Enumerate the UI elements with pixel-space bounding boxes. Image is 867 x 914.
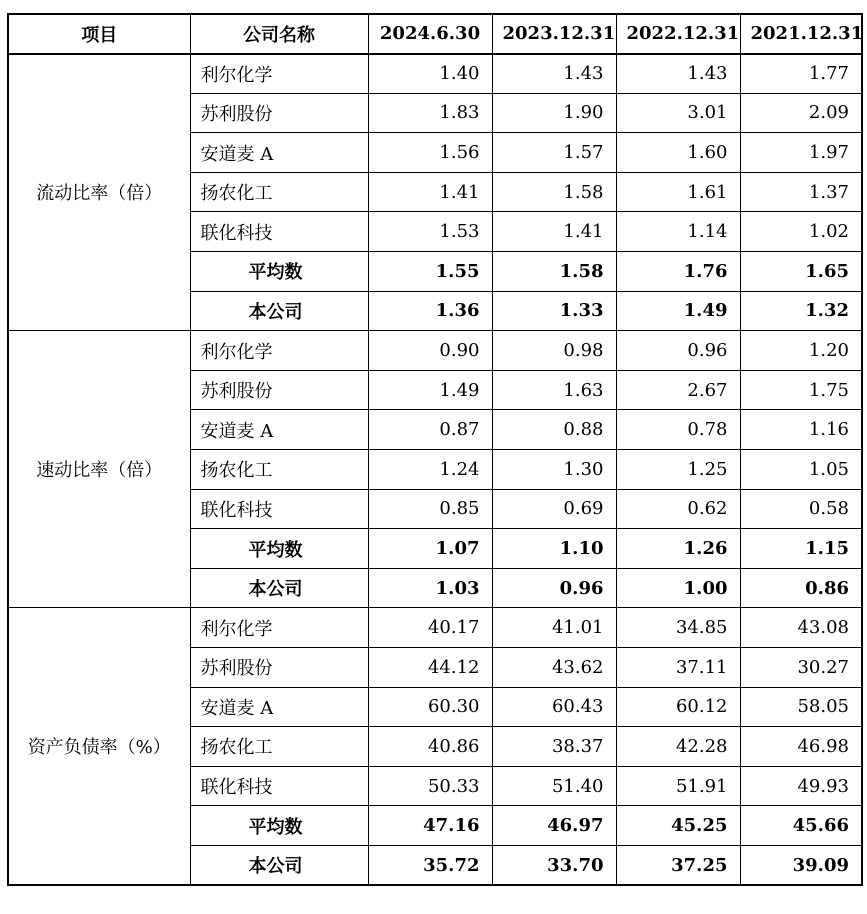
header-company-name: 公司名称 xyxy=(190,14,368,54)
header-date: 2022.12.31 xyxy=(616,14,740,54)
company-name: 安道麦 A xyxy=(190,133,368,173)
category-label: 流动比率（倍） xyxy=(8,54,190,331)
company-name: 利尔化学 xyxy=(190,608,368,648)
company-name: 利尔化学 xyxy=(190,331,368,371)
value-cell: 1.77 xyxy=(740,54,862,94)
value-cell: 1.15 xyxy=(740,529,862,569)
company-name: 扬农化工 xyxy=(190,450,368,490)
value-cell: 50.33 xyxy=(368,766,492,806)
value-cell: 38.37 xyxy=(492,727,616,767)
value-cell: 1.57 xyxy=(492,133,616,173)
value-cell: 0.78 xyxy=(616,410,740,450)
comparison-table xyxy=(7,13,863,886)
value-cell: 51.91 xyxy=(616,766,740,806)
value-cell: 1.56 xyxy=(368,133,492,173)
own-company-label: 本公司 xyxy=(190,291,368,331)
header-date: 2021.12.31 xyxy=(740,14,862,54)
company-name: 苏利股份 xyxy=(190,93,368,133)
value-cell: 1.33 xyxy=(492,291,616,331)
value-cell: 60.30 xyxy=(368,687,492,727)
value-cell: 0.62 xyxy=(616,489,740,529)
category-label: 速动比率（倍） xyxy=(8,331,190,608)
value-cell: 1.07 xyxy=(368,529,492,569)
value-cell: 1.41 xyxy=(492,212,616,252)
company-name: 联化科技 xyxy=(190,489,368,529)
value-cell: 1.25 xyxy=(616,450,740,490)
value-cell: 35.72 xyxy=(368,845,492,885)
value-cell: 49.93 xyxy=(740,766,862,806)
value-cell: 1.53 xyxy=(368,212,492,252)
value-cell: 58.05 xyxy=(740,687,862,727)
table-container xyxy=(7,13,863,886)
value-cell: 45.66 xyxy=(740,806,862,846)
company-name: 安道麦 A xyxy=(190,687,368,727)
value-cell: 42.28 xyxy=(616,727,740,767)
value-cell: 2.67 xyxy=(616,370,740,410)
value-cell: 0.90 xyxy=(368,331,492,371)
value-cell: 1.61 xyxy=(616,172,740,212)
value-cell: 46.98 xyxy=(740,727,862,767)
header-row xyxy=(8,14,862,54)
value-cell: 1.43 xyxy=(616,54,740,94)
value-cell: 41.01 xyxy=(492,608,616,648)
table-row xyxy=(8,608,862,648)
table-row xyxy=(8,54,862,94)
value-cell: 0.69 xyxy=(492,489,616,529)
value-cell: 1.83 xyxy=(368,93,492,133)
value-cell: 1.00 xyxy=(616,568,740,608)
category-label: 资产负债率（%） xyxy=(8,608,190,885)
value-cell: 60.12 xyxy=(616,687,740,727)
value-cell: 1.49 xyxy=(368,370,492,410)
value-cell: 3.01 xyxy=(616,93,740,133)
company-name: 扬农化工 xyxy=(190,727,368,767)
own-company-label: 本公司 xyxy=(190,845,368,885)
header-item: 项目 xyxy=(8,14,190,54)
value-cell: 1.10 xyxy=(492,529,616,569)
value-cell: 30.27 xyxy=(740,648,862,688)
value-cell: 43.62 xyxy=(492,648,616,688)
company-name: 苏利股份 xyxy=(190,648,368,688)
value-cell: 1.02 xyxy=(740,212,862,252)
value-cell: 1.58 xyxy=(492,252,616,292)
value-cell: 44.12 xyxy=(368,648,492,688)
value-cell: 1.75 xyxy=(740,370,862,410)
value-cell: 0.96 xyxy=(492,568,616,608)
value-cell: 0.86 xyxy=(740,568,862,608)
value-cell: 1.90 xyxy=(492,93,616,133)
table-body xyxy=(8,54,862,885)
value-cell: 1.43 xyxy=(492,54,616,94)
value-cell: 1.76 xyxy=(616,252,740,292)
value-cell: 40.86 xyxy=(368,727,492,767)
value-cell: 2.09 xyxy=(740,93,862,133)
value-cell: 1.63 xyxy=(492,370,616,410)
value-cell: 1.16 xyxy=(740,410,862,450)
value-cell: 1.41 xyxy=(368,172,492,212)
value-cell: 1.32 xyxy=(740,291,862,331)
value-cell: 1.65 xyxy=(740,252,862,292)
value-cell: 0.88 xyxy=(492,410,616,450)
average-label: 平均数 xyxy=(190,252,368,292)
company-name: 利尔化学 xyxy=(190,54,368,94)
value-cell: 1.60 xyxy=(616,133,740,173)
header-date: 2023.12.31 xyxy=(492,14,616,54)
value-cell: 1.58 xyxy=(492,172,616,212)
value-cell: 34.85 xyxy=(616,608,740,648)
value-cell: 47.16 xyxy=(368,806,492,846)
average-label: 平均数 xyxy=(190,806,368,846)
value-cell: 1.40 xyxy=(368,54,492,94)
value-cell: 0.85 xyxy=(368,489,492,529)
value-cell: 0.96 xyxy=(616,331,740,371)
value-cell: 1.49 xyxy=(616,291,740,331)
value-cell: 1.05 xyxy=(740,450,862,490)
value-cell: 1.03 xyxy=(368,568,492,608)
value-cell: 1.36 xyxy=(368,291,492,331)
value-cell: 0.58 xyxy=(740,489,862,529)
value-cell: 39.09 xyxy=(740,845,862,885)
value-cell: 37.25 xyxy=(616,845,740,885)
value-cell: 33.70 xyxy=(492,845,616,885)
company-name: 扬农化工 xyxy=(190,172,368,212)
company-name: 苏利股份 xyxy=(190,370,368,410)
value-cell: 51.40 xyxy=(492,766,616,806)
value-cell: 1.55 xyxy=(368,252,492,292)
value-cell: 37.11 xyxy=(616,648,740,688)
own-company-label: 本公司 xyxy=(190,568,368,608)
header-date: 2024.6.30 xyxy=(368,14,492,54)
value-cell: 1.30 xyxy=(492,450,616,490)
value-cell: 40.17 xyxy=(368,608,492,648)
value-cell: 1.14 xyxy=(616,212,740,252)
company-name: 安道麦 A xyxy=(190,410,368,450)
value-cell: 45.25 xyxy=(616,806,740,846)
value-cell: 0.98 xyxy=(492,331,616,371)
value-cell: 1.26 xyxy=(616,529,740,569)
value-cell: 46.97 xyxy=(492,806,616,846)
value-cell: 1.97 xyxy=(740,133,862,173)
value-cell: 60.43 xyxy=(492,687,616,727)
value-cell: 1.20 xyxy=(740,331,862,371)
company-name: 联化科技 xyxy=(190,766,368,806)
value-cell: 1.37 xyxy=(740,172,862,212)
average-label: 平均数 xyxy=(190,529,368,569)
company-name: 联化科技 xyxy=(190,212,368,252)
value-cell: 0.87 xyxy=(368,410,492,450)
value-cell: 1.24 xyxy=(368,450,492,490)
value-cell: 43.08 xyxy=(740,608,862,648)
table-row xyxy=(8,331,862,371)
